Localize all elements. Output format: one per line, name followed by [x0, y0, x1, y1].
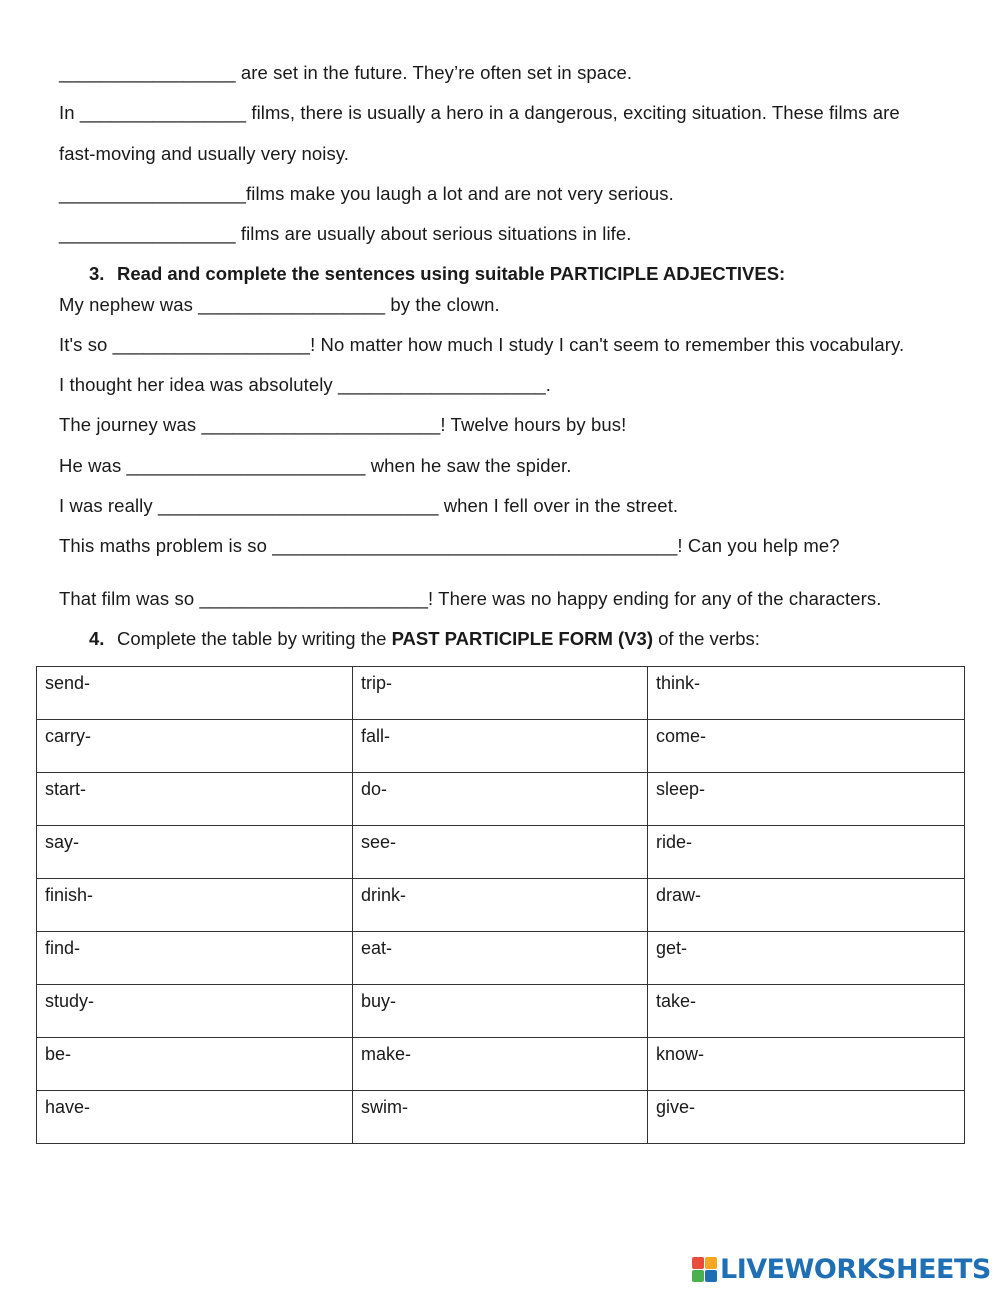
- logo-mark-square: [692, 1257, 704, 1269]
- table-cell[interactable]: start-: [37, 773, 353, 826]
- section-4-title-pre: Complete the table by writing the: [117, 628, 392, 649]
- section-3-heading: [89, 263, 785, 285]
- table-cell[interactable]: get-: [648, 932, 965, 985]
- table-cell[interactable]: carry-: [37, 720, 353, 773]
- participle-sentence-4: The journey was _______________________! Twelve hours by bus!: [59, 414, 627, 435]
- table-cell[interactable]: ride-: [648, 826, 965, 879]
- section-3-number: 3.: [89, 263, 105, 284]
- table-row: [37, 879, 965, 932]
- table-row: [37, 1038, 965, 1091]
- table-cell[interactable]: take-: [648, 985, 965, 1038]
- liveworksheets-logo[interactable]: [692, 1254, 991, 1284]
- table-cell[interactable]: send-: [37, 667, 353, 720]
- table-cell[interactable]: study-: [37, 985, 353, 1038]
- genre-sentence-1: _________________ are set in the future. They’re often set in space.: [59, 62, 633, 83]
- logo-text: LIVEWORKSHEETS: [720, 1253, 991, 1285]
- table-row: [37, 985, 965, 1038]
- section-4-title-bold: PAST PARTICIPLE FORM (V3): [391, 628, 653, 649]
- table-cell[interactable]: draw-: [648, 879, 965, 932]
- section-4-heading: [89, 628, 760, 650]
- participle-sentence-3: I thought her idea was absolutely ____________________.: [59, 374, 552, 395]
- table-cell[interactable]: find-: [37, 932, 353, 985]
- table-cell[interactable]: come-: [648, 720, 965, 773]
- table-cell[interactable]: do-: [353, 773, 648, 826]
- table-cell[interactable]: swim-: [353, 1091, 648, 1144]
- table-row: [37, 667, 965, 720]
- genre-sentence-3: __________________films make you laugh a lot and are not very serious.: [59, 183, 674, 204]
- genre-sentence-4: _________________ films are usually about serious situations in life.: [59, 223, 632, 244]
- logo-mark-square: [705, 1270, 717, 1282]
- participle-sentence-5: He was _______________________ when he saw the spider.: [59, 455, 572, 476]
- logo-mark-square: [705, 1257, 717, 1269]
- table-cell[interactable]: drink-: [353, 879, 648, 932]
- table-cell[interactable]: think-: [648, 667, 965, 720]
- table-cell[interactable]: be-: [37, 1038, 353, 1091]
- participle-sentence-8: That film was so ______________________! There was no happy ending for any of the characters.: [59, 588, 882, 609]
- table-cell[interactable]: eat-: [353, 932, 648, 985]
- table-cell[interactable]: buy-: [353, 985, 648, 1038]
- section-3-title: Read and complete the sentences using suitable PARTICIPLE ADJECTIVES:: [117, 263, 786, 284]
- table-row: [37, 826, 965, 879]
- table-row: [37, 773, 965, 826]
- participle-sentence-7: This maths problem is so _______________________________________! Can you help me?: [59, 535, 840, 556]
- table-cell[interactable]: give-: [648, 1091, 965, 1144]
- table-cell[interactable]: sleep-: [648, 773, 965, 826]
- participle-sentence-1: My nephew was __________________ by the clown.: [59, 294, 500, 315]
- logo-mark-icon: [692, 1257, 717, 1282]
- table-cell[interactable]: fall-: [353, 720, 648, 773]
- table-cell[interactable]: finish-: [37, 879, 353, 932]
- table-row: [37, 1091, 965, 1144]
- table-cell[interactable]: have-: [37, 1091, 353, 1144]
- table-cell[interactable]: say-: [37, 826, 353, 879]
- table-row: [37, 720, 965, 773]
- table-cell[interactable]: know-: [648, 1038, 965, 1091]
- logo-mark-square: [692, 1270, 704, 1282]
- table-cell[interactable]: see-: [353, 826, 648, 879]
- participle-sentence-6: I was really ___________________________ when I fell over in the street.: [59, 495, 679, 516]
- verb-table: [36, 666, 965, 1144]
- section-4-title-post: of the verbs:: [652, 628, 760, 649]
- participle-sentence-2: It's so ___________________! No matter how much I study I can't seem to remember this vocabulary.: [59, 334, 905, 355]
- table-cell[interactable]: trip-: [353, 667, 648, 720]
- genre-sentence-2: In ________________ films, there is usually a hero in a dangerous, exciting situation. These films are: [59, 102, 900, 123]
- table-row: [37, 932, 965, 985]
- section-4-number: 4.: [89, 628, 105, 649]
- table-cell[interactable]: make-: [353, 1038, 648, 1091]
- genre-sentence-2-continued: fast-moving and usually very noisy.: [59, 143, 350, 164]
